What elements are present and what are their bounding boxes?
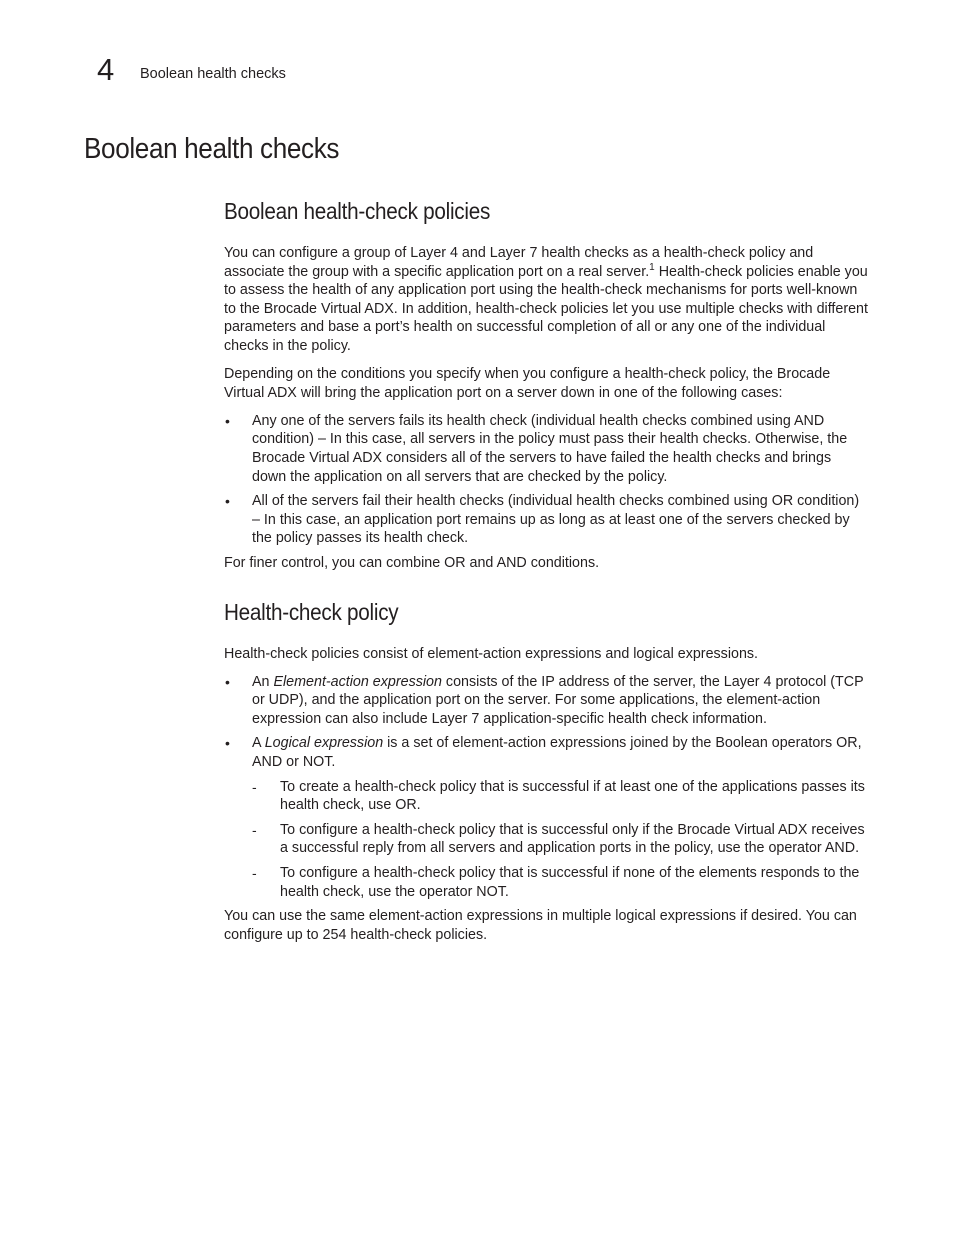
footnote-reference[interactable]: 1 (649, 261, 655, 273)
list-item-text: is a set of element-action expressions joined by the Boolean operators OR, AND or NOT. (252, 735, 862, 770)
list-item-text: All of the servers fail their health checks (individual health checks combined using OR condition) – In this case, an application port remains up as long as at least one of the servers checked by the policy passes its health check. (252, 493, 860, 547)
paragraph-conditions: Depending on the conditions you specify when you configure a health-check policy, the Brocade Virtual ADX will bring the application port on a server down in one of the following cases: (224, 366, 831, 401)
expressions-list (224, 673, 868, 902)
sublist-item-text: To create a health-check policy that is successful if at least one of the applications passes its health check, use OR. (280, 778, 865, 814)
list-item-text: Any one of the servers fails its health check (individual health checks combined using AND condition) – In this case, all servers in the policy must pass their health checks. Otherwise, the Brocade Virtual ADX considers all of the servers to have failed the health checks and brings down the application on all servers that are checked by the policy. (252, 412, 848, 485)
list-item-text: consists of the IP address of the server, the Layer 4 protocol (TCP or UDP), and the application port on the server. For some applications, the element-action expression can also include Layer 7 application-specific health check information. (252, 673, 864, 727)
section-heading-health-check-policy: Health-check policy (224, 598, 399, 625)
section-heading-policies: Boolean health-check policies (224, 198, 491, 224)
paragraph-intro-text: You can configure a group of Layer 4 and Layer 7 health checks as a health-check policy and associate the group with a specific application port on a real server. (224, 245, 814, 280)
paragraph-finer-control: For finer control, you can combine OR and AND conditions. (224, 554, 600, 571)
dash-marker: - (252, 778, 257, 795)
list-item-prefix: An (252, 673, 274, 690)
sublist-item (252, 864, 868, 901)
bullet-marker: • (225, 735, 230, 752)
dash-marker: - (252, 864, 257, 881)
paragraph-intro-text-cont: Health-check policies enable you to assess the health of any application port using the health-check mechanisms for ports well-known to the Brocade Virtual ADX. In addition, health-check policies let you use multiple checks with different parameters and base a port’s health on successful completion of all or any one of the individual checks in the policy. (224, 263, 868, 354)
list-item (224, 412, 868, 486)
paragraph-intro (224, 244, 868, 356)
operators-sublist (252, 778, 868, 902)
list-item (224, 492, 868, 548)
sublist-item (252, 778, 868, 815)
paragraph-policy-intro: Health-check policies consist of element-action expressions and logical expressions. (224, 645, 759, 662)
bullet-marker: • (225, 412, 230, 429)
bullet-marker: • (225, 673, 230, 690)
conditions-list (224, 412, 868, 548)
list-item (224, 734, 868, 901)
term-element-action: Element-action expression (273, 673, 442, 690)
chapter-number: 4 (97, 52, 115, 87)
sublist-item-text: To configure a health-check policy that is successful only if the Brocade Virtual ADX receives a successful reply from all servers and application ports in the policy, use the operator AND. (280, 821, 865, 857)
sublist-item-text: To configure a health-check policy that is successful if none of the elements responds to the health check, use the operator NOT. (280, 864, 860, 900)
sublist-item (252, 821, 868, 858)
list-item-prefix: A (252, 735, 265, 752)
bullet-marker: • (225, 493, 230, 510)
page-title: Boolean health checks (84, 133, 340, 165)
main-content (224, 196, 868, 954)
running-header-title: Boolean health checks (140, 66, 286, 82)
paragraph-closing: You can use the same element-action expressions in multiple logical expressions if desired. You can configure up to 254 health-check policies. (224, 908, 857, 943)
term-logical-expression: Logical expression (264, 735, 384, 752)
list-item (224, 673, 868, 729)
dash-marker: - (252, 821, 257, 838)
